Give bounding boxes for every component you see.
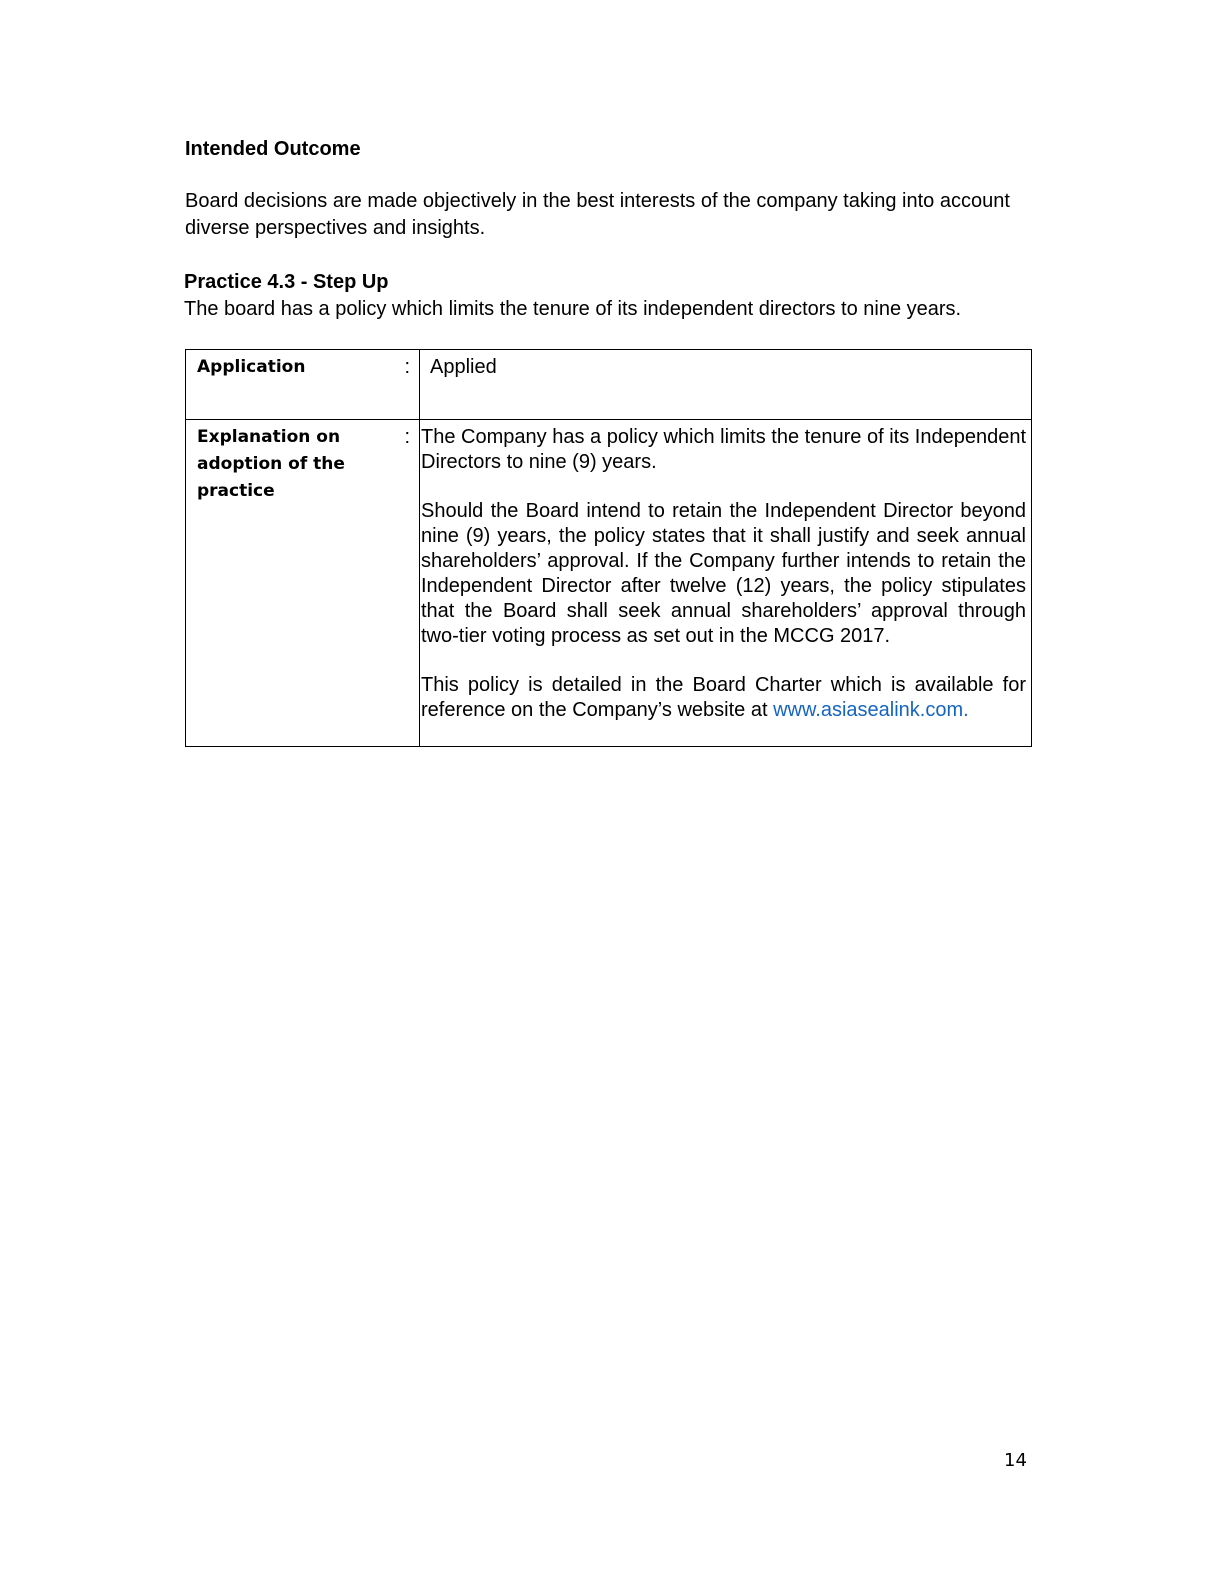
explanation-paragraph-3-text: This policy is detailed in the Board Charter which is available for reference on the Company’s website at [421, 674, 1026, 721]
practice-table [185, 349, 1032, 747]
explanation-text [420, 420, 1031, 723]
explanation-paragraph-3 [421, 673, 1026, 723]
intended-outcome-text: Board decisions are made objectively in the best interests of the company taking into account diverse perspectives and insights. [185, 190, 1010, 239]
application-value: Applied [430, 356, 497, 378]
application-row [186, 350, 1032, 420]
explanation-paragraph-1: The Company has a policy which limits the tenure of its Independent Directors to nine (9) years. [421, 426, 1026, 473]
explanation-label-cell [186, 420, 420, 747]
company-website-link[interactable]: www.asiasealink.com. [773, 699, 969, 721]
practice-text: The board has a policy which limits the tenure of its independent directors to nine years. [184, 298, 962, 320]
explanation-paragraph-2: Should the Board intend to retain the Independent Director beyond nine (9) years, the policy states that it shall justify and seek annual shareholders’ approval. If the Company further intends to retain the Independent Director after twelve (12) years, the policy stipulates that the Board shall seek annual shareholders’ approval through two-tier voting process as set out in the MCCG 2017. [421, 500, 1026, 647]
application-label: Application [197, 357, 306, 377]
application-value-cell [420, 350, 1032, 420]
page-number: 14 [1004, 1450, 1027, 1471]
practice-heading: Practice 4.3 - Step Up [184, 271, 389, 293]
explanation-colon: : [404, 426, 410, 448]
intended-outcome-heading: Intended Outcome [185, 138, 361, 160]
explanation-value-cell [420, 420, 1032, 747]
explanation-label: Explanation on adoption of the practice [197, 427, 345, 501]
application-colon: : [404, 356, 410, 378]
application-label-cell [186, 350, 420, 420]
explanation-row [186, 420, 1032, 747]
